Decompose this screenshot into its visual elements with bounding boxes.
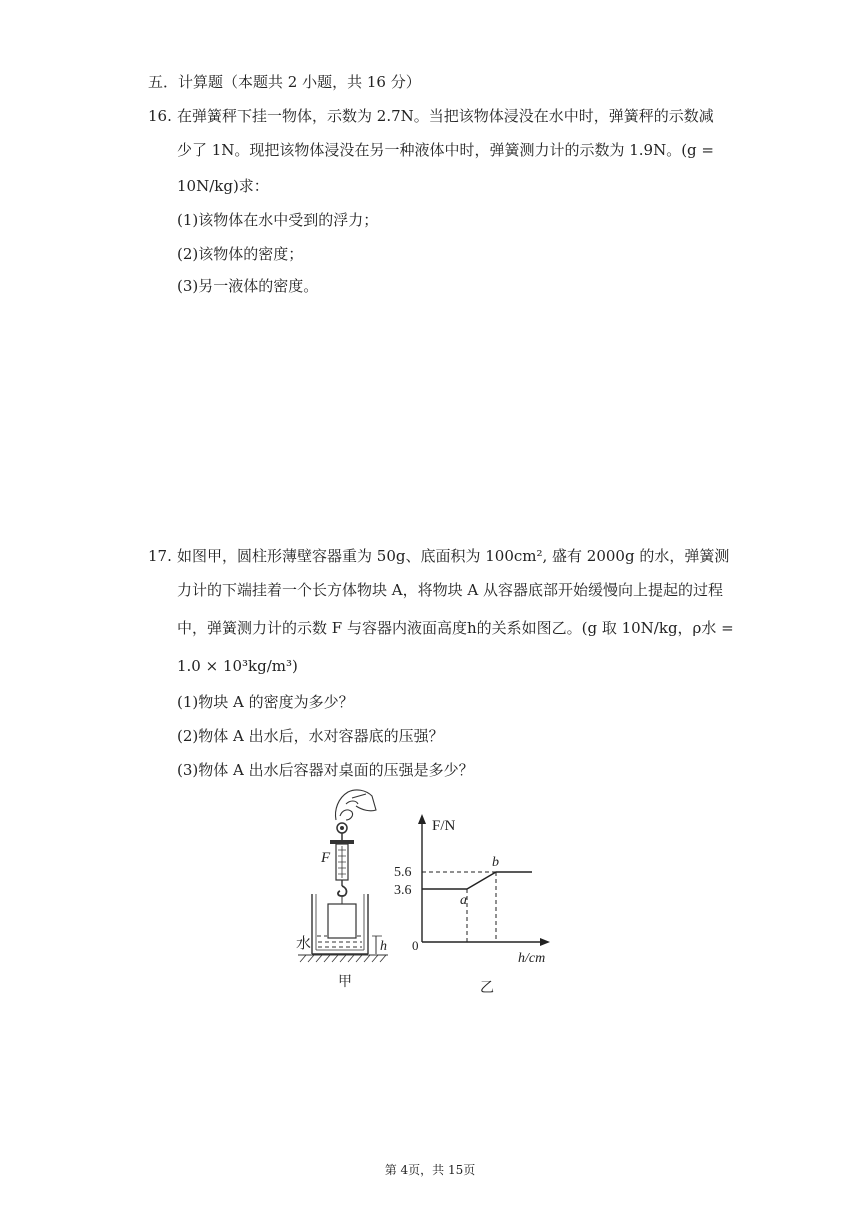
hook-icon bbox=[338, 886, 347, 896]
q17-sub-2: (2)物体 A 出水后，水对容器底的压强？ bbox=[177, 727, 444, 745]
ground bbox=[300, 955, 386, 962]
q17-line-1: 如图甲，圆柱形薄壁容器重为 50g、底面积为 100cm², 盛有 2000g 的水，弹簧测 bbox=[177, 547, 730, 565]
question-16-number: 16. bbox=[148, 107, 172, 125]
caption-jia: 甲 bbox=[338, 975, 352, 990]
q16-sub-2: (2)该物体的密度； bbox=[177, 245, 304, 263]
hand-icon bbox=[336, 790, 377, 820]
q16-sub-3: (3)另一液体的密度。 bbox=[177, 277, 319, 295]
figure-graph bbox=[392, 808, 572, 994]
y-axis-label: F/N bbox=[432, 818, 456, 834]
point-a-label: a bbox=[460, 893, 467, 908]
label-h: h bbox=[380, 939, 387, 954]
tick-label-lower: 3.6 bbox=[394, 883, 412, 898]
label-water: 水 bbox=[296, 936, 312, 952]
tick-label-upper: 5.6 bbox=[394, 865, 412, 880]
q17-sub-1: (1)物块 A 的密度为多少？ bbox=[177, 693, 354, 711]
label-F: F bbox=[321, 850, 331, 866]
y-axis-arrow bbox=[418, 814, 426, 824]
q16-line-1: 在弹簧秤下挂一物体，示数为 2.7N。当把该物体浸没在水中时，弹簧秤的示数减 bbox=[177, 107, 714, 125]
x-axis-label: h/cm bbox=[518, 951, 546, 966]
section-title: 五．计算题（本题共 2 小题，共 16 分） bbox=[148, 73, 421, 91]
q17-sub-3: (3)物体 A 出水后容器对桌面的压强是多少？ bbox=[177, 761, 474, 779]
block-A bbox=[328, 904, 356, 938]
page-footer: 第 4页，共 15页 bbox=[384, 1163, 476, 1177]
q17-line-4: 1.0 × 10³kg/m³) bbox=[177, 657, 298, 675]
x-axis-arrow bbox=[540, 938, 550, 946]
q17-line-3: 中，弹簧测力计的示数 F 与容器内液面高度h的关系如图乙。(g 取 10N/kg，ρ水 = bbox=[177, 619, 734, 637]
question-17-number: 17. bbox=[148, 547, 172, 565]
q16-line-3: 10N/kg)求： bbox=[177, 177, 269, 195]
q17-line-2: 力计的下端挂着一个长方体物块 A，将物块 A 从容器底部开始缓慢向上提起的过程 bbox=[177, 581, 723, 599]
series-line bbox=[422, 872, 532, 889]
origin-label: 0 bbox=[412, 938, 419, 953]
caption-yi: 乙 bbox=[480, 981, 494, 994]
point-b-label: b bbox=[492, 855, 499, 870]
q16-sub-1: (1)该物体在水中受到的浮力； bbox=[177, 211, 379, 229]
q16-line-2: 少了 1N。现把该物体浸没在另一种液体中时，弹簧测力计的示数为 1.9N。(g = bbox=[177, 141, 714, 159]
